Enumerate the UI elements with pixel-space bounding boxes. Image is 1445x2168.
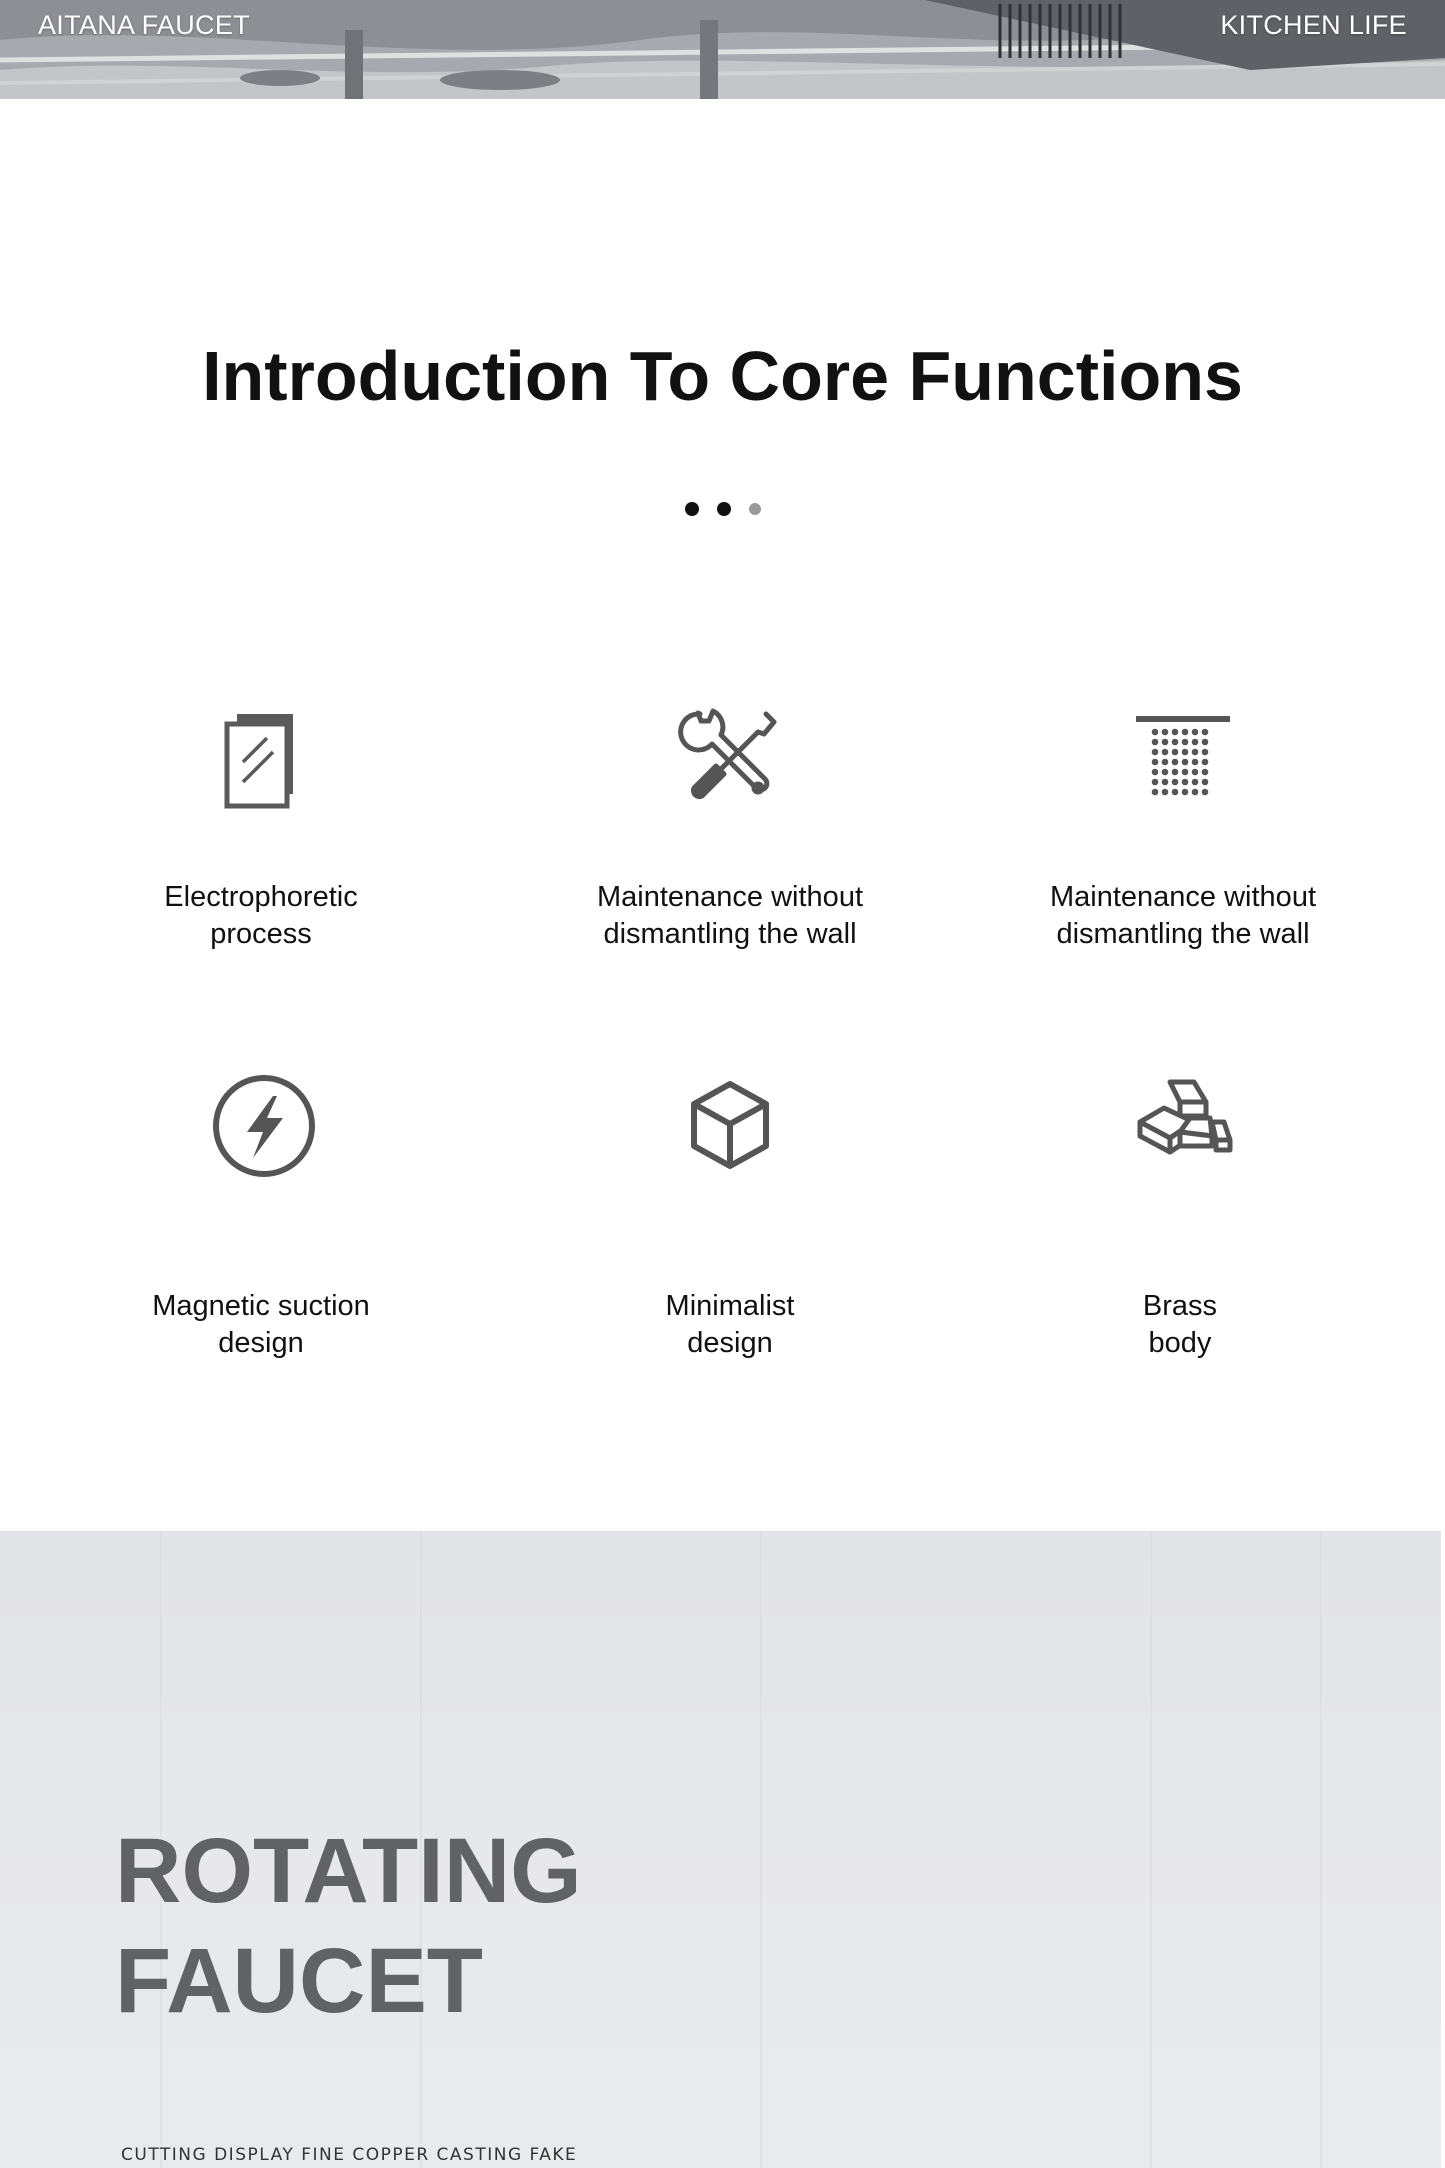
feature-label: Maintenance without dismantling the wall — [1050, 881, 1316, 950]
feature-magnetic — [61, 1066, 461, 1362]
brand-tagline: KITCHEN LIFE — [1220, 10, 1407, 40]
gold-bars-icon — [1120, 1066, 1240, 1186]
feature-maintenance — [530, 700, 930, 953]
feature-electrophoretic — [61, 700, 461, 953]
product-banner — [0, 1531, 1441, 2168]
feature-label: Maintenance without dismantling the wall — [597, 881, 863, 950]
feature-maintenance-shower — [983, 700, 1383, 953]
feature-minimalist — [530, 1066, 930, 1362]
banner-subtitle: CUTTING DISPLAY FINE COPPER CASTING FAKE — [121, 2145, 578, 2165]
carousel-pager — [0, 502, 1445, 516]
feature-label: Brass body — [1142, 1290, 1218, 1359]
pager-dot-3[interactable] — [749, 503, 761, 515]
feature-label: Electrophoretic process — [164, 881, 358, 950]
feature-brass — [980, 1066, 1380, 1362]
glass-panel-icon — [201, 700, 321, 820]
background-texture — [760, 1531, 762, 2168]
brand-name: AITANA FAUCET — [38, 10, 250, 40]
cube-icon — [670, 1066, 790, 1186]
lightning-icon — [201, 1066, 321, 1186]
background-texture — [1320, 1531, 1322, 2168]
pager-dot-2[interactable] — [717, 502, 731, 516]
banner-title: ROTATING FAUCET — [115, 1820, 582, 2032]
wrench-screwdriver-icon — [670, 700, 790, 820]
feature-label: Magnetic suction design — [152, 1290, 370, 1359]
section-title: Introduction To Core Functions — [202, 337, 1243, 415]
shower-head-icon — [1123, 700, 1243, 820]
pager-dot-1[interactable] — [685, 502, 699, 516]
hero-banner — [0, 0, 1445, 99]
background-texture — [1150, 1531, 1152, 2168]
feature-label: Minimalist design — [665, 1290, 795, 1359]
